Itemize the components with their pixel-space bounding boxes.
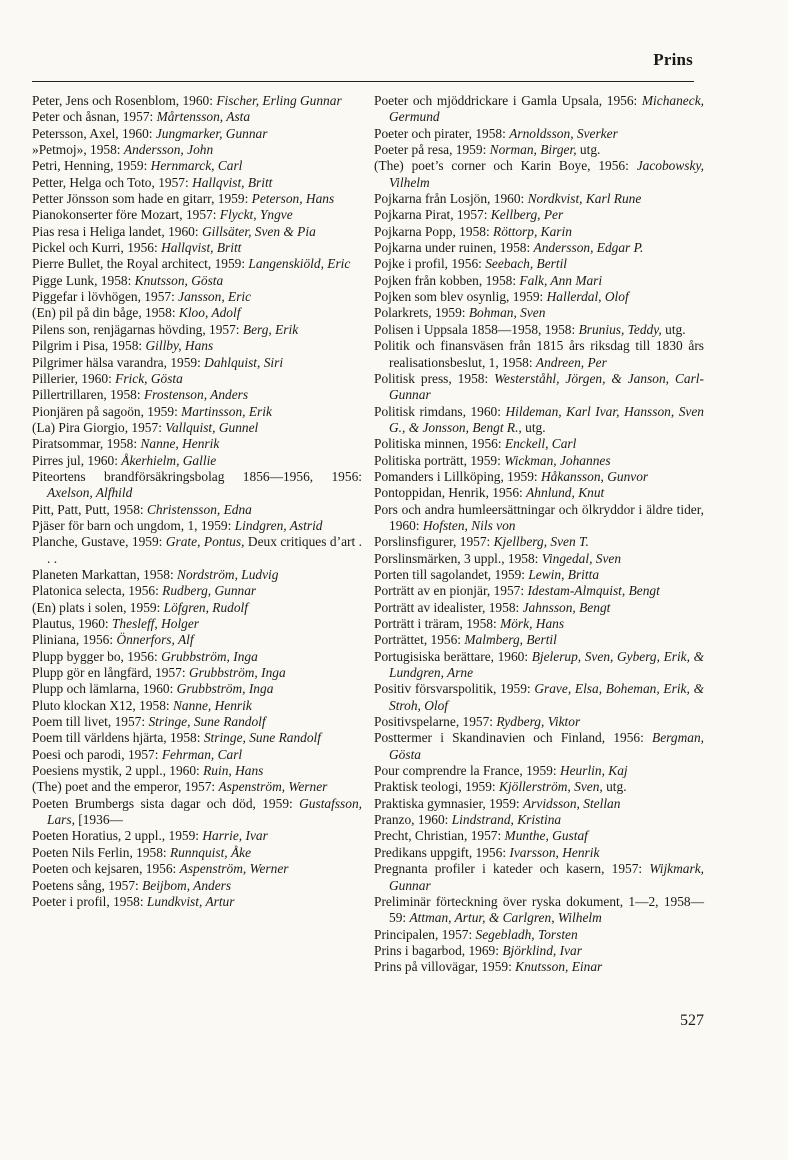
entry-title: Preliminär förteckning över ryska dokument, 1—2, 1958—59: [374,893,704,926]
entry-author: Michaneck, Germund [389,93,704,125]
entry-title: Petter Jönsson som hade en gitarr, 1959: [32,191,252,207]
entry-author: Christensson, Edna [146,501,252,517]
index-entry [32,730,362,746]
entry-title: Pias resa i Heliga landet, 1960: [32,223,202,239]
header-rule [32,81,694,82]
entry-author: Langenskiöld, Eric [248,256,351,272]
entry-title: (En) plats i solen, 1959: [32,599,164,615]
index-entry [374,371,704,404]
index-entry [32,502,362,518]
index-entry [374,158,704,191]
index-entry [32,878,362,894]
entry-title: Peter och åsnan, 1957: [32,109,157,125]
entry-author: Axelson, Alfhild [47,485,133,501]
index-entry [32,158,362,174]
index-entry [374,404,704,437]
index-entry [374,338,704,371]
entry-author: Hofsten, Nils von [422,517,516,533]
entry-title: Peter, Jens och Rosenblom, 1960: [32,93,217,108]
index-entry [32,567,362,583]
entry-title: Porten till sagolandet, 1959: [374,566,529,582]
entry-author: Attman, Artur, & Carlgren, Wilhelm [409,910,602,926]
index-entry [32,894,362,910]
entry-title: Pour comprendre la France, 1959: [374,763,560,779]
entry-author: Seebach, Bertil [485,256,568,272]
entry-title: Poem till livet, 1957: [32,714,149,730]
entry-author: Fischer, Erling Gunnar [216,93,342,108]
entry-author: Nanne, Henrik [172,697,252,713]
entry-title: Pontoppidan, Henrik, 1956: [374,485,527,501]
index-entry [374,894,704,927]
entry-author: Lindgren, Astrid [234,517,323,533]
entry-author: Jahnsson, Bengt [522,599,611,615]
entry-title: (The) poet’s corner och Karin Boye, 1956: [374,158,637,174]
entry-title: Poeter i profil, 1958: [32,893,147,909]
entry-title: Poesiens mystik, 2 uppl., 1960: [32,763,204,779]
entry-author: Andreen, Per [535,354,607,370]
entry-author: Vallquist, Gunnel [165,419,259,435]
index-entry [32,109,362,125]
entry-title: (The) poet and the emperor, 1957: [32,779,219,795]
entry-title: Platonica selecta, 1956: [32,583,163,599]
index-entry [32,404,362,420]
index-entry [32,600,362,616]
entry-title: Poetens sång, 1957: [32,877,143,893]
index-entry [32,305,362,321]
index-entry [32,224,362,240]
entry-author: Vingedal, Sven [541,550,622,566]
entry-title: Pitt, Patt, Putt, 1958: [32,501,147,517]
index-entry [32,436,362,452]
index-entry [32,240,362,256]
left-column [32,93,362,910]
entry-author: Mörk, Hans [500,616,565,631]
entry-author: Grate, Pontus, [165,534,245,550]
entry-author: Rudberg, Gunnar [162,583,257,599]
entry-author: Ruin, Hans [203,763,264,779]
entry-title: Porslinsfigurer, 1957: [374,534,494,550]
entry-title: Plupp gör en långfärd, 1957: [32,665,189,681]
entry-title: Pilens son, renjägarnas hövding, 1957: [32,321,243,337]
entry-author: Hallqvist, Britt [161,240,242,256]
entry-title: Politiska porträtt, 1959: [374,452,505,468]
entry-author: Kjöllerström, Sven, [498,779,603,795]
entry-title: Positivspelarne, 1957: [374,714,497,730]
entry-author: Löfgren, Rudolf [163,599,248,615]
entry-title: Praktisk teologi, 1959: [374,779,499,795]
entry-title: Politiska minnen, 1956: [374,436,505,452]
entry-author: Bohman, Sven [468,305,546,321]
entry-author: Rydberg, Viktor [496,714,581,730]
entry-title: Pomanders i Lillköping, 1959: [374,468,542,484]
entry-author: Wickman, Johannes [504,452,611,468]
entry-title: Precht, Christian, 1957: [374,828,505,844]
entry-author: Hallqvist, Britt [192,174,273,190]
entry-title: Poem till världens hjärta, 1958: [32,730,204,746]
index-entry [32,632,362,648]
index-entry [374,681,704,714]
entry-author: Arvidsson, Stellan [522,795,621,811]
entry-author: Munthe, Gustaf [504,828,588,844]
entry-title: Porträtt i träram, 1958: [374,616,501,631]
index-entry [32,93,362,109]
entry-author: Kellberg, Per [490,207,564,223]
entry-suffix: [1936— [74,812,123,828]
index-entry [374,812,704,828]
index-entry [32,845,362,861]
index-entry [32,355,362,371]
entry-suffix: utg. [521,419,546,435]
entry-title: Portugisiska berättare, 1960: [374,648,532,664]
entry-author: Lewin, Britta [528,566,600,582]
entry-author: Enckell, Carl [504,436,577,452]
entry-author: Martinsson, Erik [181,403,272,419]
index-entry [32,747,362,763]
index-entry [374,763,704,779]
entry-author: Fehrman, Carl [161,746,243,762]
entry-title: Pranzo, 1960: [374,812,452,828]
entry-author: Malmberg, Bertil [464,632,557,648]
entry-title: Pilgrim i Pisa, 1958: [32,338,146,354]
index-entry [374,469,704,485]
entry-author: Lindstrand, Kristina [451,812,562,828]
index-entry [32,534,362,567]
index-entry [32,420,362,436]
entry-author: Andersson, John [123,142,214,158]
entry-author: Falk, Ann Mari [519,272,603,288]
entry-author: Westerståhl, Jörgen, & Janson, Carl-Gunnar [389,370,704,403]
entry-title: Planeten Markattan, 1958: [32,566,178,582]
entry-author: Mårtensson, Asta [156,109,251,125]
entry-author: Kjellberg, Sven T. [493,534,589,550]
entry-author: Håkansson, Gunvor [541,468,649,484]
entry-title: Poeten Brumbergs sista dagar och död, 1959: [32,795,300,811]
entry-title: Poeten Horatius, 2 uppl., 1959: [32,828,203,844]
entry-title: Poesi och parodi, 1957: [32,746,162,762]
index-entry [374,649,704,682]
index-entry [32,371,362,387]
entry-title: Pojkarna från Losjön, 1960: [374,191,528,207]
entry-author: Brunius, Teddy, [578,321,662,337]
index-entry [374,453,704,469]
index-entry [32,175,362,191]
page-number: 527 [680,1012,704,1029]
index-entry [32,207,362,223]
index-entry [374,861,704,894]
index-entry [32,322,362,338]
entry-title: Piratsommar, 1958: [32,436,141,452]
entry-author: Dahlquist, Siri [204,354,284,370]
entry-author: Andersson, Edgar P. [533,240,644,256]
entry-title: Polisen i Uppsala 1858—1958, 1958: [374,321,579,337]
index-entry [374,126,704,142]
entry-title: Plautus, 1960: [32,616,112,631]
entry-author: Flyckt, Yngve [219,207,293,223]
entry-author: Stringe, Sune Randolf [203,730,321,746]
entry-author: Frostenson, Anders [143,387,249,403]
entry-title: Poeter och pirater, 1958: [374,125,510,141]
entry-author: Harrie, Ivar [202,828,268,844]
entry-suffix: utg. [661,321,686,337]
index-entry [32,387,362,403]
index-entry [32,796,362,829]
entry-title: Porslinsmärken, 3 uppl., 1958: [374,550,542,566]
entry-author: Röttorp, Karin [493,223,572,239]
entry-title: Petri, Henning, 1959: [32,158,151,174]
entry-author: Bergman, Gösta [389,730,704,762]
index-entry [374,600,704,616]
index-entry [32,338,362,354]
index-entry [374,191,704,207]
entry-title: Posttermer i Skandinavien och Finland, 1956: [374,730,653,746]
entry-title: Politisk rimdans, 1960: [374,403,506,419]
entry-author: Hernmarck, Carl [150,158,243,174]
entry-title: Pillertrillaren, 1958: [32,387,144,403]
entry-title: Pors och andra humleersättningar och ölkryddor i äldre tider, 1960: [374,501,704,533]
index-entry [374,93,704,126]
index-entry [32,763,362,779]
entry-title: Pojkarna Pirat, 1957: [374,207,491,223]
entry-author: Runnquist, Åke [170,844,252,860]
index-entry [374,714,704,730]
index-entry [32,583,362,599]
entry-author: Gillsäter, Sven & Pia [201,223,316,239]
entry-title: Poeter på resa, 1959: [374,142,490,158]
index-entry [32,649,362,665]
entry-title: Petersson, Axel, 1960: [32,125,156,141]
index-entry [374,730,704,763]
entry-title: Plupp bygger bo, 1956: [32,648,162,664]
index-entry [374,567,704,583]
index-entry [32,126,362,142]
index-entry [32,616,362,632]
entry-author: Björklind, Ivar [502,942,582,958]
index-entry [374,289,704,305]
entry-author: Åkerhielm, Gallie [121,452,217,468]
entry-author: Ahnlund, Knut [526,485,605,501]
entry-title: Pregnanta profiler i kateder och kasern, 1957: [374,861,650,877]
entry-author: Gustafsson, Lars, [47,795,362,828]
entry-title: Pionjären på sagoön, 1959: [32,403,182,419]
entry-title: Petter, Helga och Toto, 1957: [32,174,193,190]
index-entry [32,665,362,681]
entry-author: Lundkvist, Artur [146,893,235,909]
index-entry [32,861,362,877]
entry-author: Peterson, Hans [251,191,335,207]
index-entry [374,616,704,632]
entry-title: Pojken från kobben, 1958: [374,272,520,288]
entry-author: Heurlin, Kaj [559,763,628,779]
entry-title: Pojken som blev osynlig, 1959: [374,289,547,305]
index-entry [374,796,704,812]
entry-title: Principalen, 1957: [374,926,476,942]
entry-author: Frick, Gösta [115,370,183,386]
entry-title: Poeten Nils Ferlin, 1958: [32,844,170,860]
index-entry [32,256,362,272]
entry-title: Porträttet, 1956: [374,632,465,648]
entry-title: Positiv försvarspolitik, 1959: [374,681,535,697]
entry-author: Kloo, Adolf [178,305,241,321]
entry-title: Pojke i profil, 1956: [374,256,486,272]
entry-author: Aspenström, Werner [179,861,289,877]
entry-title: Pianokonserter före Mozart, 1957: [32,207,220,223]
entry-title: Politik och finansväsen från 1815 års riksdag till 1830 års realisationsbeslut, 1, 1958: [374,338,704,370]
entry-suffix: utg. [576,142,601,158]
index-entry [374,845,704,861]
entry-title: Predikans uppgift, 1956: [374,844,510,860]
index-entry [32,779,362,795]
entry-title: Pirres jul, 1960: [32,452,122,468]
entry-title: Poeter och mjöddrickare i Gamla Upsala, 1956: [374,93,642,108]
entry-title: Praktiska gymnasier, 1959: [374,795,523,811]
entry-title: Politisk press, 1958: [374,370,495,386]
entry-author: Gillby, Hans [145,338,214,354]
entry-author: Hildeman, Karl Ivar, Hansson, Sven G., & Jonsson, Bengt R., [389,403,704,435]
entry-title: (La) Pira Giorgio, 1957: [32,419,166,435]
index-entry [32,698,362,714]
entry-author: Bjelerup, Sven, Gyberg, Erik, & Lundgren, Arne [389,648,704,681]
entry-author: Idestam-Almquist, Bengt [527,583,660,599]
entry-title: Pjäser för barn och ungdom, 1, 1959: [32,517,235,533]
entry-title: Plupp och lämlarna, 1960: [32,681,177,697]
entry-title: Porträtt av en pionjär, 1957: [374,583,528,599]
entry-author: Grave, Elsa, Boheman, Erik, & Stroh, Olof [389,681,704,713]
entry-title: Pliniana, 1956: [32,632,117,648]
index-entry [374,305,704,321]
entry-author: Aspenström, Werner [218,779,328,795]
entry-title: Poeten och kejsaren, 1956: [32,861,180,877]
entry-author: Arnoldsson, Sverker [509,125,618,141]
index-entry [32,469,362,502]
entry-title: (En) pil på din båge, 1958: [32,305,179,321]
index-entry [374,207,704,223]
entry-title: Prins på villovägar, 1959: [374,959,516,975]
index-entry [32,191,362,207]
index-entry [374,273,704,289]
entry-title: Polarkrets, 1959: [374,305,469,321]
entry-title: Pojkarna under ruinen, 1958: [374,240,534,256]
entry-title: Pilgrimer hälsa varandra, 1959: [32,354,205,370]
index-entry [32,142,362,158]
index-entry [374,583,704,599]
entry-author: Grubbström, Inga [188,665,286,681]
index-entry [374,927,704,943]
index-entry [374,485,704,501]
index-entry [374,142,704,158]
index-entry [374,534,704,550]
entry-suffix: utg. [602,779,627,795]
index-entry [32,714,362,730]
entry-author: Ivarsson, Henrik [509,844,600,860]
entry-author: Knutsson, Gösta [134,272,224,288]
index-entry [374,828,704,844]
entry-title: Piteortens brandförsäkringsbolag 1856—1956, 1956: [32,468,362,484]
right-column [374,93,704,976]
entry-author: Knutsson, Einar [515,959,603,975]
index-entry [374,240,704,256]
entry-author: Hallerdal, Olof [546,289,629,305]
entry-author: Stringe, Sune Randolf [148,714,266,730]
entry-title: »Petmoj», 1958: [32,142,124,158]
entry-title: Porträtt av idealister, 1958: [374,599,523,615]
entry-author: Önnerfors, Alf [116,632,194,648]
index-entry [32,273,362,289]
entry-title: Pojkarna Popp, 1958: [374,223,494,239]
index-entry [374,959,704,975]
entry-author: Nordström, Ludvig [177,566,279,582]
entry-author: Berg, Erik [242,321,299,337]
index-entry [32,828,362,844]
entry-title: Piggefar i lövhögen, 1957: [32,289,179,305]
entry-title: Planche, Gustave, 1959: [32,534,166,550]
index-entry [374,322,704,338]
entry-author: Jansson, Eric [178,289,252,305]
entry-title: Pluto klockan X12, 1958: [32,697,173,713]
index-entry [374,224,704,240]
entry-title: Pickel och Kurri, 1956: [32,240,162,256]
entry-author: Grubbström, Inga [176,681,274,697]
index-entry [32,453,362,469]
entry-title: Prins i bagarbod, 1969: [374,942,503,958]
entry-title: Pillerier, 1960: [32,370,116,386]
entry-author: Beijbom, Anders [142,877,232,893]
entry-author: Wijkmark, Gunnar [389,861,704,893]
entry-author: Nordkvist, Karl Rune [527,191,642,207]
index-entry [32,681,362,697]
index-entry [374,779,704,795]
index-entry [374,943,704,959]
entry-title: Pierre Bullet, the Royal architect, 1959: [32,256,249,272]
entry-author: Norman, Birger, [489,142,577,158]
running-head: Prins [653,50,693,69]
index-entry [374,502,704,535]
entry-author: Jungmarker, Gunnar [155,125,268,141]
entry-suffix: Deux critiques d’art . . . [47,534,362,566]
entry-author: Grubbström, Inga [161,648,258,664]
entry-author: Thesleff, Holger [111,616,200,631]
index-entry [32,289,362,305]
index-entry [32,518,362,534]
entry-title: Pigge Lunk, 1958: [32,272,135,288]
entry-author: Segebladh, Torsten [475,926,578,942]
index-entry [374,551,704,567]
index-entry [374,632,704,648]
index-entry [374,256,704,272]
index-entry [374,436,704,452]
entry-author: Jacobowsky, Vilhelm [389,158,704,190]
entry-author: Nanne, Henrik [140,436,220,452]
